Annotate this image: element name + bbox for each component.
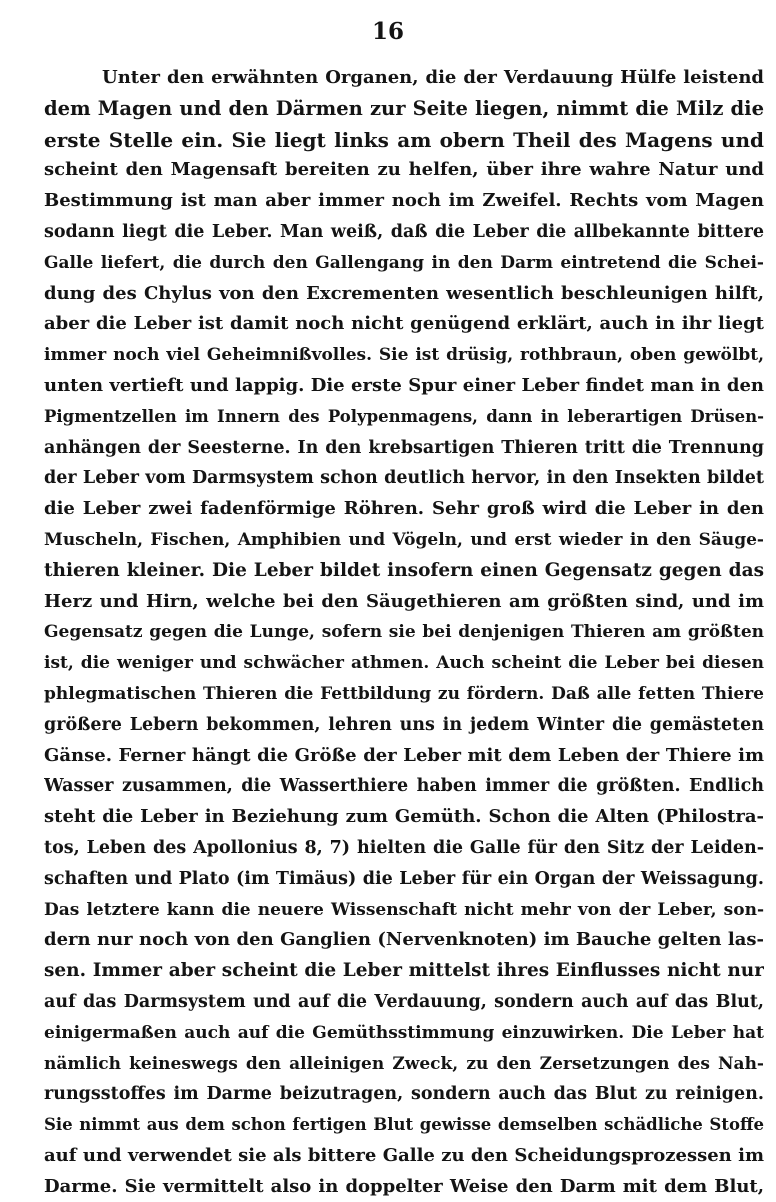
text-line: ist, die weniger und schwächer athmen. Auch scheint die Leber bei diesen: [44, 653, 764, 674]
text-line: Wasser zusammen, die Wasserthiere haben immer die größten. Endlich: [44, 776, 764, 797]
body-text: [44, 63, 764, 1202]
text-line: Herz und Hirn, welche bei den Säugethieren am größten sind, und im: [44, 590, 764, 612]
text-line: immer noch viel Geheimnißvolles. Sie ist drüsig, rothbraun, oben gewölbt,: [44, 345, 764, 366]
text-line: Galle liefert, die durch den Gallengang in den Darm eintretend die Schei-: [44, 252, 764, 273]
text-line: dern nur noch von den Ganglien (Nervenknoten) im Bauche gelten las-: [44, 929, 764, 951]
text-line: unten vertieft und lappig. Die erste Spur einer Leber findet man in den: [44, 374, 764, 396]
text-line: Darme. Sie vermittelt also in doppelter Weise den Darm mit dem Blut,: [44, 1175, 764, 1197]
text-line: sen. Immer aber scheint die Leber mittelst ihres Einflusses nicht nur: [44, 960, 764, 982]
text-line: rungsstoffes im Darme beizutragen, sondern auch das Blut zu reinigen.: [44, 1084, 764, 1105]
text-line: nämlich keineswegs den alleinigen Zweck, zu den Zersetzungen des Nah-: [44, 1053, 764, 1074]
text-line: Bestimmung ist man aber immer noch im Zweifel. Rechts vom Magen: [44, 190, 764, 212]
text-line: Das letztere kann die neuere Wissenschaft nicht mehr von der Leber, son-: [44, 899, 764, 920]
text-line: tos, Leben des Apollonius 8, 7) hielten die Galle für den Sitz der Leiden-: [44, 837, 764, 858]
text-line: thieren kleiner. Die Leber bildet insofern einen Gegensatz gegen das: [44, 559, 764, 581]
page-number: 16: [371, 18, 404, 45]
text-line: Pigmentzellen im Innern des Polypenmagens, dann in leberartigen Drüsen-: [44, 406, 764, 426]
text-line: auf das Darmsystem und auf die Verdauung, sondern auch auf das Blut,: [44, 991, 764, 1012]
text-line: steht die Leber in Beziehung zum Gemüth. Schon die Alten (Philostra-: [44, 806, 764, 828]
text-line: größere Lebern bekommen, lehren uns in jedem Winter die gemästeten: [44, 714, 764, 735]
text-line: schaften und Plato (im Timäus) die Leber für ein Organ der Weissagung.: [44, 868, 764, 889]
text-line: anhängen der Seesterne. In den krebsartigen Thieren tritt die Trennung: [44, 437, 764, 458]
text-line: dung des Chylus von den Excrementen wesentlich beschleunigen hilft,: [44, 282, 764, 304]
text-line: erste Stelle ein. Sie liegt links am obern Theil des Magens und: [44, 127, 764, 152]
text-line: Muscheln, Fischen, Amphibien und Vögeln, und erst wieder in den Säuge-: [44, 529, 764, 550]
text-line: sodann liegt die Leber. Man weiß, daß die Leber die allbekannte bittere: [44, 221, 764, 242]
text-line: dem Magen und den Därmen zur Seite liegen, nimmt die Milz die: [44, 96, 764, 120]
text-line: Gegensatz gegen die Lunge, sofern sie bei denjenigen Thieren am größten: [44, 622, 764, 643]
text-line: Gänse. Ferner hängt die Größe der Leber mit dem Leben der Thiere im: [44, 744, 764, 766]
text-line: der Leber vom Darmsystem schon deutlich hervor, in den Insekten bildet: [44, 468, 764, 489]
text-line: auf und verwendet sie als bittere Galle zu den Scheidungsprozessen im: [44, 1144, 764, 1166]
text-line: aber die Leber ist damit noch nicht genügend erklärt, auch in ihr liegt: [44, 313, 764, 335]
text-line: scheint den Magensaft bereiten zu helfen, über ihre wahre Natur und: [44, 159, 764, 181]
text-line: Sie nimmt aus dem schon fertigen Blut gewisse demselben schädliche Stoffe: [44, 1115, 764, 1135]
text-line: phlegmatischen Thieren die Fettbildung zu fördern. Daß alle fetten Thiere: [44, 683, 764, 704]
text-line: Unter den erwähnten Organen, die der Verdauung Hülfe leistend: [102, 67, 764, 88]
text-line: einigermaßen auch auf die Gemüthsstimmung einzuwirken. Die Leber hat: [44, 1022, 764, 1043]
text-line: die Leber zwei fadenförmige Röhren. Sehr groß wird die Leber in den: [44, 498, 764, 520]
